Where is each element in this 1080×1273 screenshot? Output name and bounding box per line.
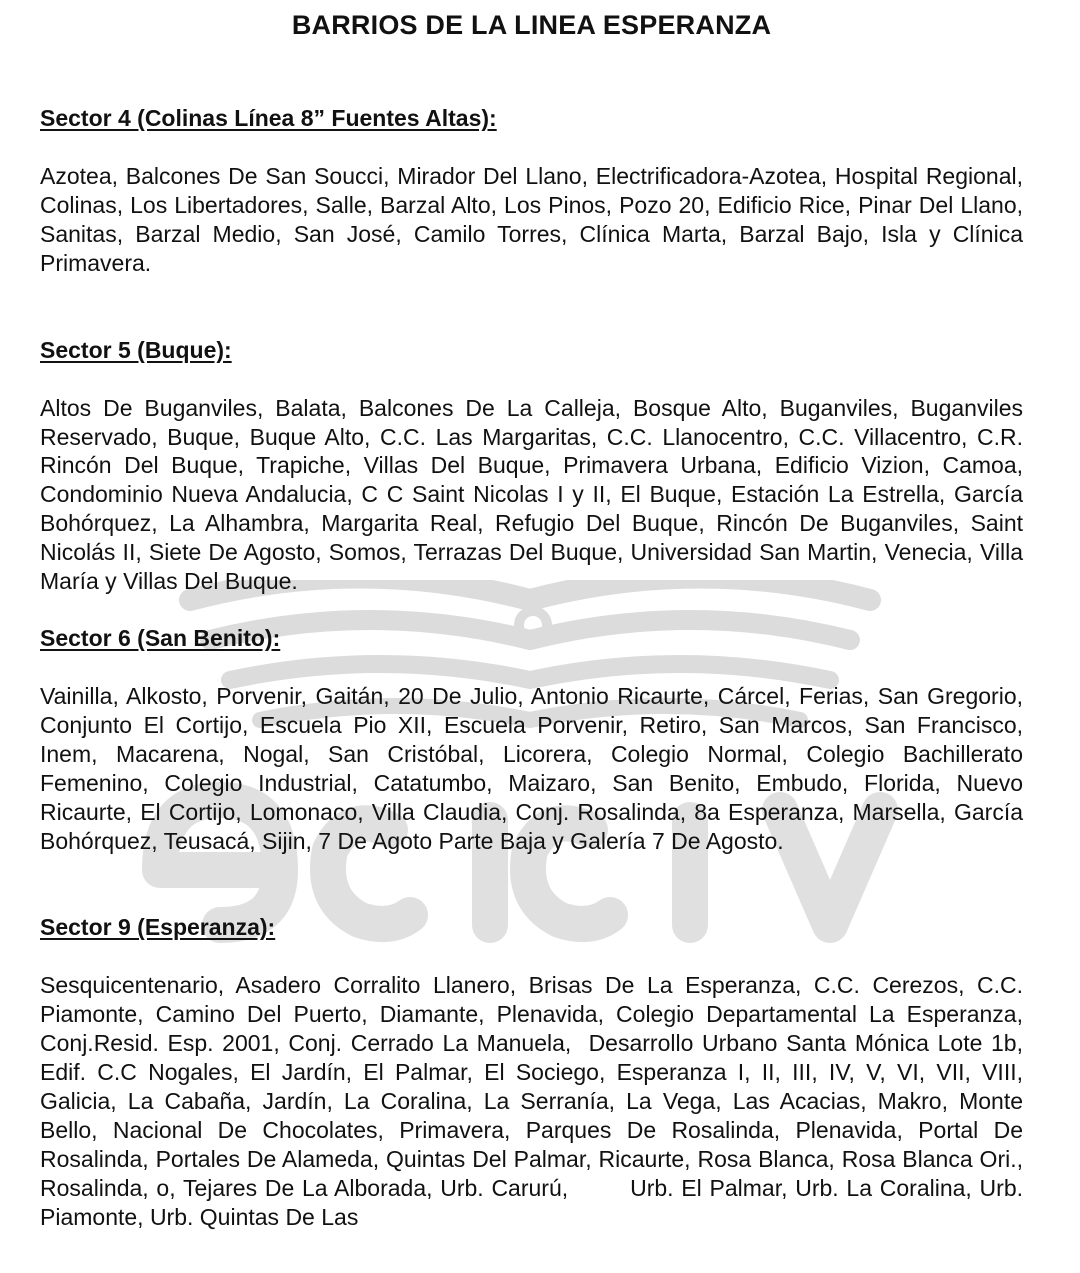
sector-6-neighborhoods: Vainilla, Alkosto, Porvenir, Gaitán, 20 De Julio, Antonio Ricaurte, Cárcel, Ferias, San Gregorio, Conjunto El Cortijo, Escuela Pio XII, Escuela Porvenir, Retiro, San Marcos, San Francisco, Inem, Macarena, Nogal, San Cristóbal, Licorera, Colegio Normal, Colegio Bachillerato Femenino, Colegio Industrial, Catatumbo, Maizaro, San Benito, Embudo, Florida, Nuevo Ricaurte, El Cortijo, Lomonaco, Villa Claudia, Conj. Rosalinda, 8a Esperanza, Marsella, García Bohórquez, Teusacá, Sijin, 7 De Agoto Parte Baja y Galería 7 De Agosto.: [40, 682, 1023, 854]
sector-5-section: [40, 336, 1023, 596]
document-page: [0, 10, 1080, 1232]
document-title: BARRIOS DE LA LINEA ESPERANZA: [291, 10, 772, 40]
sector-5-heading: Sector 5 (Buque):: [40, 336, 232, 363]
sector-4-section: [40, 104, 1023, 278]
sector-6-heading: Sector 6 (San Benito):: [40, 624, 281, 651]
sector-6-section: [40, 624, 1023, 855]
sector-5-neighborhoods: Altos De Buganviles, Balata, Balcones De La Calleja, Bosque Alto, Buganviles, Buganviles Reservado, Buque, Buque Alto, C.C. Las Margaritas, C.C. Llanocentro, C.C. Villacentro, C.R. Rincón Del Buque, Trapiche, Villas Del Buque, Primavera Urbana, Edificio Vizion, Camoa, Condominio Nueva Andalucia, C C Saint Nicolas I y II, El Buque, Estación La Estrella, García Bohórquez, La Alhambra, Margarita Real, Refugio Del Buque, Rincón De Buganviles, Saint Nicolás II, Siete De Agosto, Somos, Terrazas Del Buque, Universidad San Martin, Venecia, Villa María y Villas Del Buque.: [40, 394, 1023, 595]
sector-9-section: [40, 913, 1030, 1231]
sector-9-neighborhoods: Sesquicentenario, Asadero Corralito Llanero, Brisas De La Esperanza, C.C. Cerezos, C.C. Piamonte, Camino Del Puerto, Diamante, Plenavida, Colegio Departamental La Esperanza, Conj.Resid. Esp. 2001, Conj. Cerrado La Manuela, Desarrollo Urbano Santa Mónica Lote 1b, Edif. C.C Nogales, El Jardín, El Palmar, El Sociego, Esperanza I, II, III, IV, V, VI, VII, VIII, Galicia, La Cabaña, Jardín, La Coralina, La Serranía, La Vega, Las Acacias, Makro, Monte Bello, Nacional De Chocolates, Primavera, Parques De Rosalinda, Plenavida, Portal De Rosalinda, Portales De Alameda, Quintas Del Palmar, Ricaurte, Rosa Blanca, Rosa Blanca Ori., Rosalinda, o, Tejares De La Alborada, Urb. Carurú, Urb. El Palmar, Urb. La Coralina, Urb. Piamonte, Urb. Quintas De Las: [40, 972, 1030, 1230]
sector-4-heading: Sector 4 (Colinas Línea 8” Fuentes Altas):: [40, 105, 497, 131]
sector-9-heading: Sector 9 (Esperanza):: [40, 914, 276, 941]
sector-4-neighborhoods: Azotea, Balcones De San Soucci, Mirador Del Llano, Electrificadora-Azotea, Hospital Regional, Colinas, Los Libertadores, Salle, Barzal Alto, Los Pinos, Pozo 20, Edificio Rice, Pinar Del Llano, Sanitas, Barzal Medio, San José, Camilo Torres, Clínica Marta, Barzal Bajo, Isla y Clínica Primavera.: [40, 163, 1023, 276]
